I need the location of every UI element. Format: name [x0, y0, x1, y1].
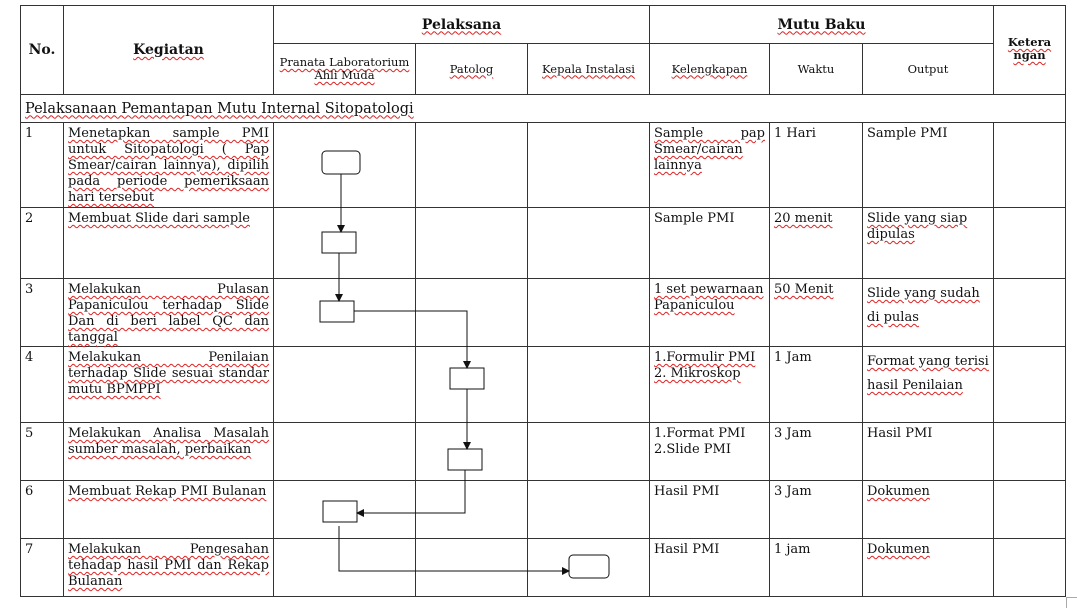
row-output: Slide yang siap dipulas	[863, 208, 994, 279]
table-row	[21, 347, 1066, 423]
lane-kepala	[528, 208, 650, 279]
table-row	[21, 279, 1066, 347]
lane-pranata	[274, 208, 416, 279]
page-corner-mark	[1066, 597, 1077, 608]
table-row	[21, 539, 1066, 597]
row-output: Slide yang sudah di pulas	[863, 279, 994, 347]
row-kegiatan: Membuat Rekap PMI Bulanan	[64, 481, 274, 539]
row-kegiatan: Melakukan Pulasan Papaniculou terhadap Slide Dan di beri label QC dan tanggal	[64, 279, 274, 347]
lane-patolog	[416, 123, 528, 208]
lane-pranata	[274, 347, 416, 423]
row-output: Format yang terisi hasil Penilaian	[863, 347, 994, 423]
header-kegiatan: Kegiatan	[64, 6, 274, 95]
row-waktu: 1 Hari	[770, 123, 863, 208]
row-waktu: 20 menit	[770, 208, 863, 279]
lane-kepala	[528, 123, 650, 208]
lane-kepala	[528, 347, 650, 423]
header-waktu: Waktu	[770, 44, 863, 95]
row-number: 3	[21, 279, 64, 347]
row-keterangan	[994, 208, 1066, 279]
row-kelengkapan: Hasil PMI	[650, 539, 770, 597]
header-role-kepala: Kepala Instalasi	[528, 44, 650, 95]
header-output: Output	[863, 44, 994, 95]
row-output: Hasil PMI	[863, 423, 994, 481]
row-number: 1	[21, 123, 64, 208]
table-row	[21, 208, 1066, 279]
row-kelengkapan: Sample PMI	[650, 208, 770, 279]
table-row	[21, 123, 1066, 208]
lane-patolog	[416, 279, 528, 347]
row-kegiatan: Menetapkan sample PMI untuk Sitopatologi ( Pap Smear/cairan lainnya), dipilih pada periode pemeriksaan hari tersebut	[64, 123, 274, 208]
row-kelengkapan: 1 set pewarnaan Papaniculou	[650, 279, 770, 347]
lane-pranata	[274, 279, 416, 347]
row-keterangan	[994, 423, 1066, 481]
row-kegiatan: Melakukan Analisa Masalah sumber masalah, perbaikan	[64, 423, 274, 481]
lane-pranata	[274, 481, 416, 539]
row-output: Dokumen	[863, 539, 994, 597]
sop-table	[20, 5, 1066, 597]
lane-kepala	[528, 539, 650, 597]
row-number: 7	[21, 539, 64, 597]
row-waktu: 3 Jam	[770, 423, 863, 481]
row-keterangan	[994, 123, 1066, 208]
row-output: Dokumen	[863, 481, 994, 539]
header-mutu-baku: Mutu Baku	[650, 6, 994, 44]
row-number: 2	[21, 208, 64, 279]
row-number: 5	[21, 423, 64, 481]
row-kelengkapan: Sample pap Smear/cairan lainnya	[650, 123, 770, 208]
lane-kepala	[528, 423, 650, 481]
lane-kepala	[528, 279, 650, 347]
row-output: Sample PMI	[863, 123, 994, 208]
lane-pranata	[274, 423, 416, 481]
row-keterangan	[994, 279, 1066, 347]
header-role-patolog: Patolog	[416, 44, 528, 95]
lane-patolog	[416, 423, 528, 481]
header-pelaksana: Pelaksana	[274, 6, 650, 44]
header-keterangan: Ketera ngan	[994, 6, 1066, 95]
row-kegiatan: Membuat Slide dari sample	[64, 208, 274, 279]
row-waktu: 50 Menit	[770, 279, 863, 347]
row-keterangan	[994, 539, 1066, 597]
lane-kepala	[528, 481, 650, 539]
row-waktu: 1 jam	[770, 539, 863, 597]
header-role-pranata: Pranata Laboratorium Ahli Muda	[274, 44, 416, 95]
section-title: Pelaksanaan Pemantapan Mutu Internal Sitopatologi	[21, 95, 1066, 123]
row-kelengkapan: 1.Format PMI 2.Slide PMI	[650, 423, 770, 481]
header-kelengkapan: Kelengkapan	[650, 44, 770, 95]
table-row	[21, 481, 1066, 539]
header-no: No.	[21, 6, 64, 95]
row-number: 6	[21, 481, 64, 539]
row-keterangan	[994, 347, 1066, 423]
table-row	[21, 423, 1066, 481]
lane-pranata	[274, 123, 416, 208]
row-kelengkapan: 1.Formulir PMI 2. Mikroskop	[650, 347, 770, 423]
row-kegiatan: Melakukan Penilaian terhadap Slide sesuai standar mutu BPMPPI	[64, 347, 274, 423]
lane-patolog	[416, 481, 528, 539]
row-number: 4	[21, 347, 64, 423]
row-waktu: 3 Jam	[770, 481, 863, 539]
row-waktu: 1 Jam	[770, 347, 863, 423]
row-kelengkapan: Hasil PMI	[650, 481, 770, 539]
lane-patolog	[416, 539, 528, 597]
row-kegiatan: Melakukan Pengesahan tehadap hasil PMI dan Rekap Bulanan	[64, 539, 274, 597]
row-keterangan	[994, 481, 1066, 539]
lane-pranata	[274, 539, 416, 597]
lane-patolog	[416, 347, 528, 423]
lane-patolog	[416, 208, 528, 279]
